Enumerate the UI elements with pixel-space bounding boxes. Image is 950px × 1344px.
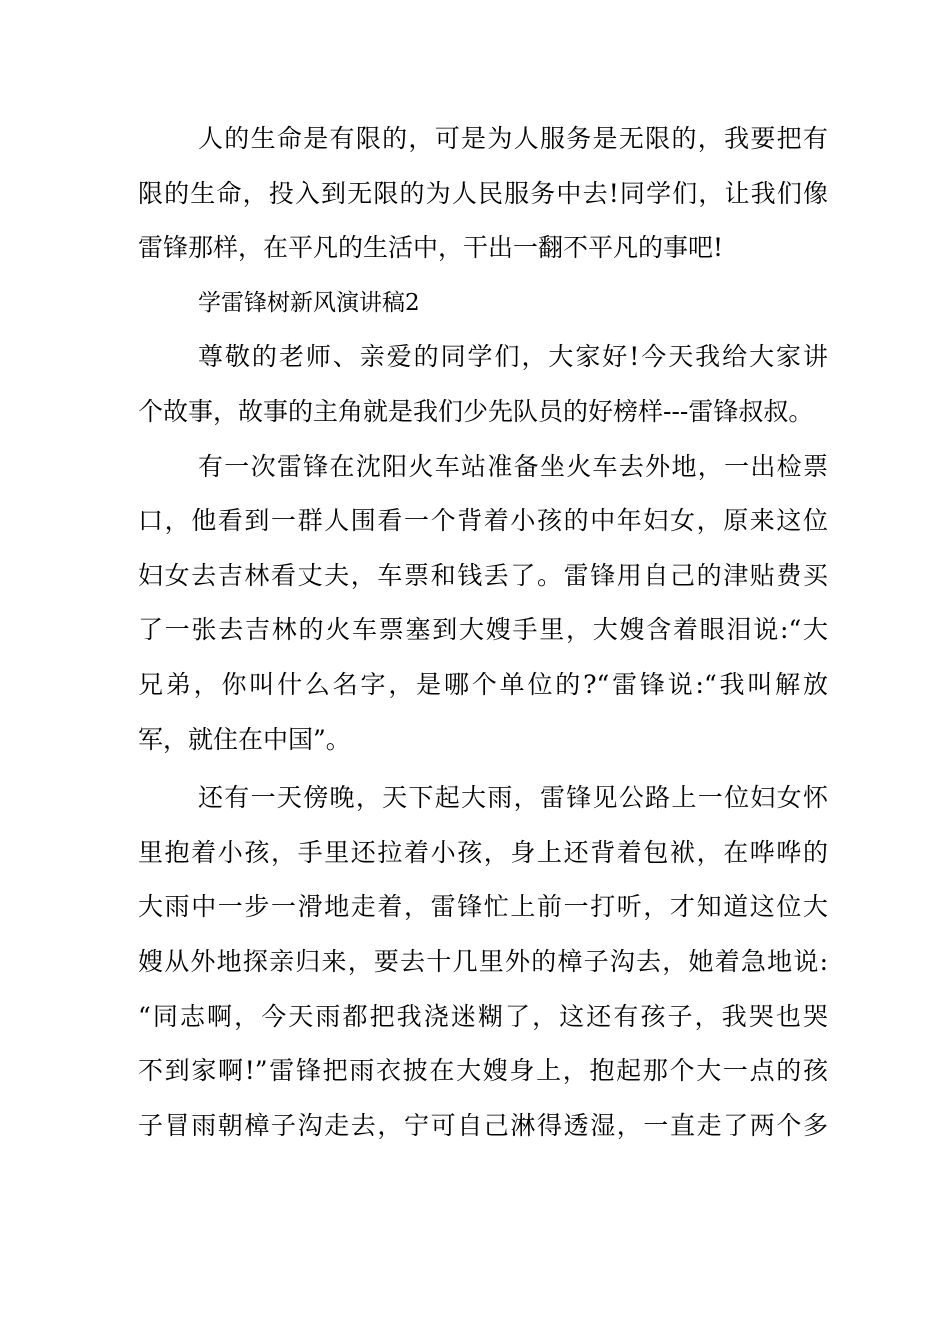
text-line: 不到家啊!”雷锋把雨衣披在大嫂身上，抱起那个大一点的孩	[138, 1056, 828, 1086]
text-line: 口，他看到一群人围看一个背着小孩的中年妇女，原来这位	[138, 506, 828, 536]
text-line: 妇女去吉林看丈夫，车票和钱丢了。雷锋用自己的津贴费买	[138, 560, 828, 590]
paragraph-rain-story	[138, 771, 828, 1153]
text-line: 有一次雷锋在沈阳火车站准备坐火车去外地，一出检票	[198, 451, 828, 481]
text-line: 个故事，故事的主角就是我们少先队员的好榜样---雷锋叔叔。	[138, 396, 814, 426]
document-page	[138, 112, 828, 1153]
text-line: 嫂从外地探亲归来，要去十几里外的樟子沟去，她着急地说:	[138, 946, 828, 976]
text-line: 了一张去吉林的火车票塞到大嫂手里，大嫂含着眼泪说:“大	[138, 615, 828, 645]
text-line: “同志啊，今天雨都把我浇迷糊了，这还有孩子，我哭也哭	[138, 1001, 828, 1031]
text-line: 还有一天傍晚，天下起大雨，雷锋见公路上一位妇女怀	[198, 783, 828, 813]
text-line: 兄弟，你叫什么名字，是哪个单位的?“雷锋说:“我叫解放	[138, 669, 828, 699]
text-line: 限的生命，投入到无限的为人民服务中去!同学们，让我们像	[138, 178, 828, 208]
text-line: 人的生命是有限的，可是为人服务是无限的，我要把有	[198, 124, 828, 153]
paragraph-closing	[138, 112, 828, 276]
paragraph-greeting	[138, 330, 828, 439]
text-line: 军，就住在中国”。	[138, 724, 351, 754]
text-line: 雷锋那样，在平凡的生活中，干出一翻不平凡的事吧!	[138, 233, 724, 263]
text-line: 里抱着小孩，手里还拉着小孩，身上还背着包袱，在哗哗的	[138, 837, 828, 867]
heading-line: 学雷锋树新风演讲稿2	[198, 289, 420, 316]
section-heading	[138, 276, 828, 331]
paragraph-train-story	[138, 440, 828, 768]
text-line: 子冒雨朝樟子沟走去，宁可自己淋得透湿，一直走了两个多	[138, 1110, 828, 1140]
text-line: 大雨中一步一滑地走着，雷锋忙上前一打听，才知道这位大	[138, 892, 828, 922]
text-line: 尊敬的老师、亲爱的同学们，大家好!今天我给大家讲	[198, 342, 828, 372]
